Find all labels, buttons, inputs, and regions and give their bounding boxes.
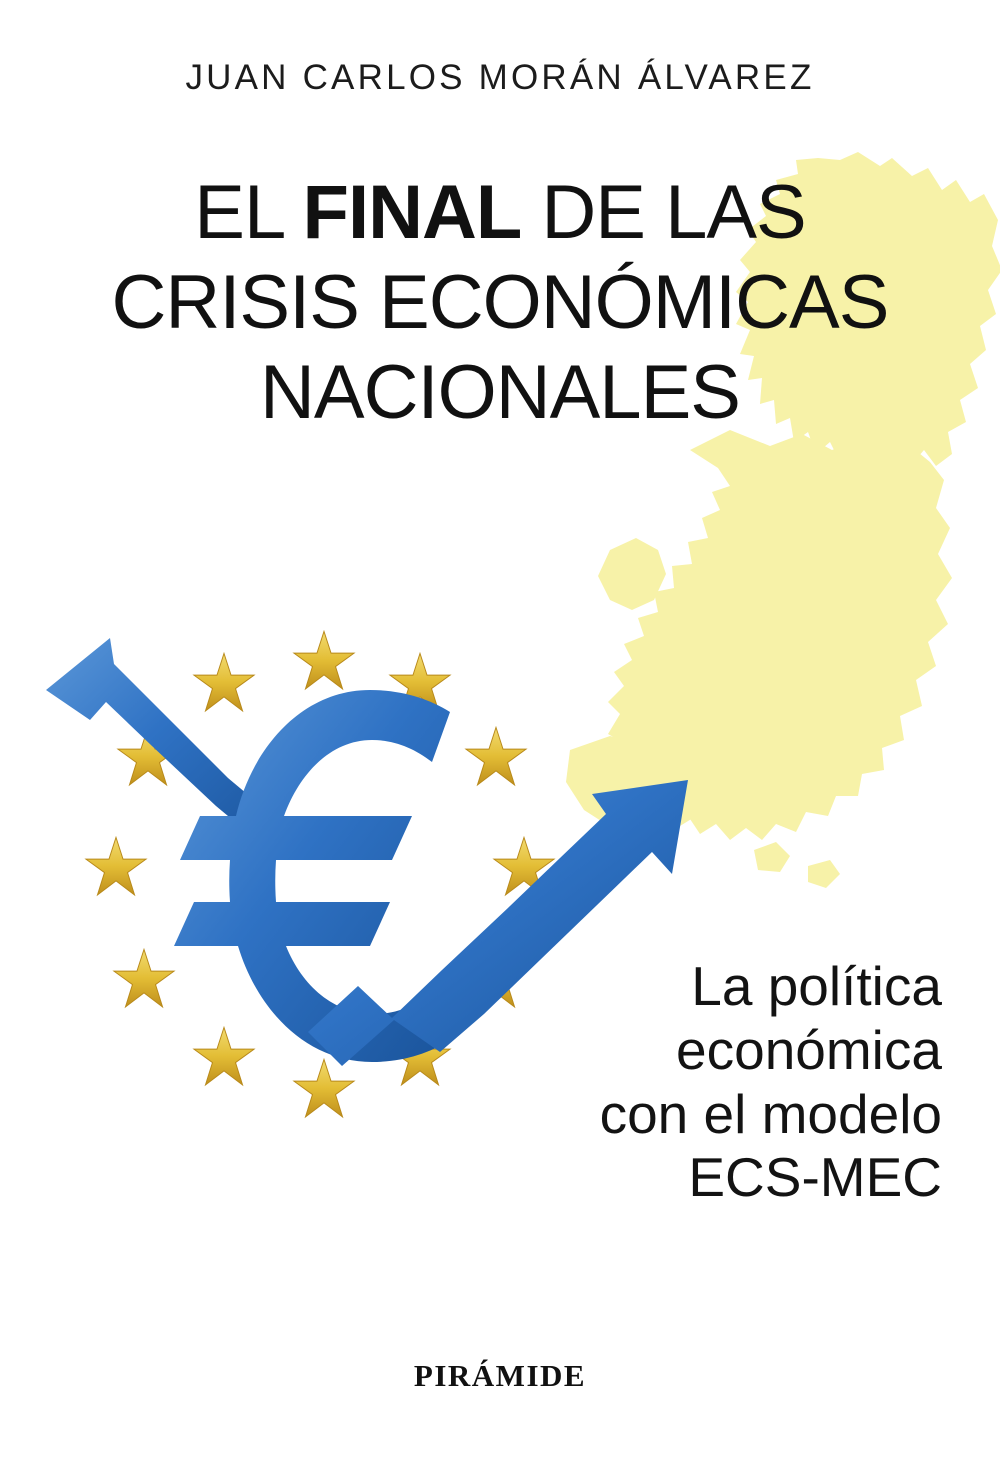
title-line-3: NACIONALES	[260, 350, 740, 435]
title-line-2: CRISIS ECONÓMICAS	[111, 260, 889, 345]
book-subtitle	[522, 955, 942, 1210]
subtitle-line-2: económica	[676, 1018, 942, 1081]
title-line-1-part-2: FINAL	[302, 170, 522, 255]
title-line-1-part-1: EL	[194, 170, 303, 255]
author-name: JUAN CARLOS MORÁN ÁLVAREZ	[185, 58, 815, 97]
title-line-1	[0, 170, 1000, 255]
subtitle-line-4: ECS-MEC	[688, 1146, 942, 1209]
subtitle-line-1: La política	[691, 955, 942, 1017]
book-title	[0, 170, 1000, 435]
subtitle-line-3: con el modelo	[599, 1082, 942, 1145]
title-line-1-part-3: DE LAS	[521, 170, 806, 255]
publisher-logo: PIRÁMIDE	[413, 1358, 587, 1393]
